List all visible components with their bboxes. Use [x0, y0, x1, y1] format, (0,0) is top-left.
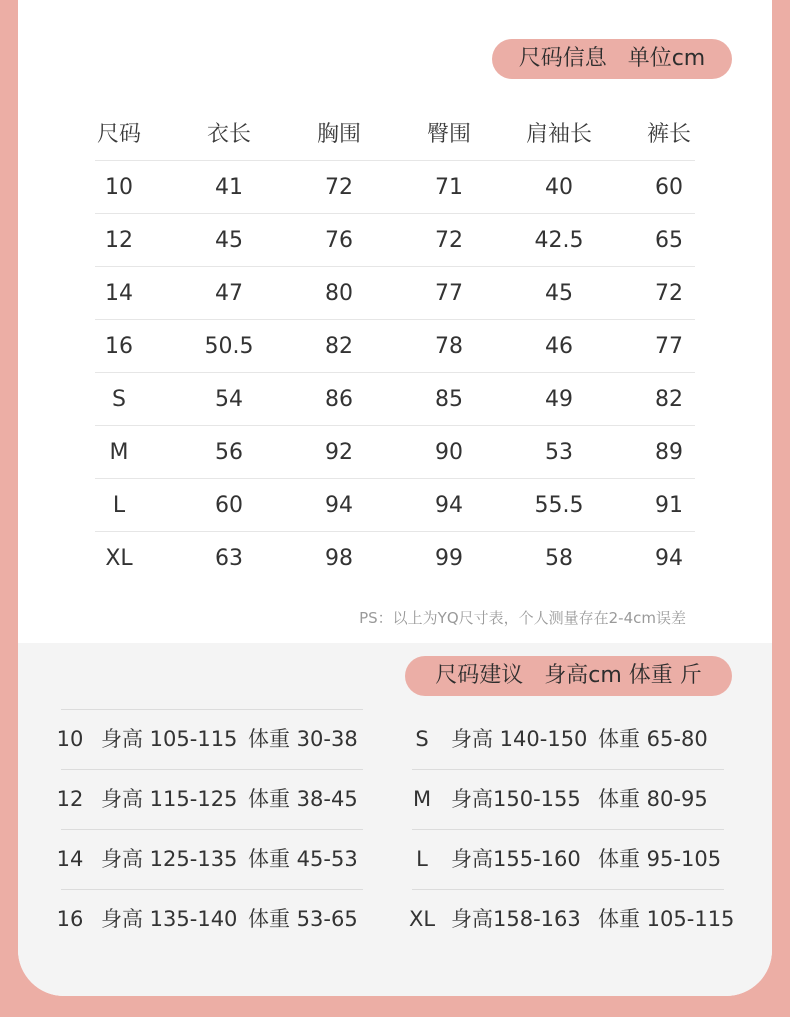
suggestion-list-adult: [408, 709, 735, 949]
size-table: [95, 108, 695, 585]
cell-shoulder-sleeve: 42.5: [534, 228, 584, 253]
suggestion-list-kids: [56, 709, 363, 949]
cell-hip: 77: [435, 281, 463, 306]
header-hip: 臀围: [426, 122, 471, 147]
suggestion-height: 身高 135-140: [101, 907, 238, 931]
cell-length: 54: [215, 387, 243, 412]
list-item: [56, 889, 363, 949]
table-header-row: [95, 108, 695, 161]
cell-length: 45: [215, 228, 243, 253]
cell-chest: 86: [325, 387, 353, 412]
cell-size: L: [112, 493, 126, 518]
list-item: [408, 889, 735, 949]
suggestion-size: XL: [408, 907, 436, 931]
cell-pants-length: 72: [655, 281, 683, 306]
list-item: [412, 829, 724, 889]
cell-length: 56: [215, 440, 243, 465]
table-row: [95, 479, 695, 532]
suggestion-height: 身高 125-135: [101, 847, 238, 871]
table-row: [95, 373, 695, 426]
cell-pants-length: 77: [655, 334, 683, 359]
cell-size: 16: [105, 334, 133, 359]
cell-hip: 71: [435, 175, 463, 200]
list-item: [56, 709, 363, 769]
cell-length: 50.5: [204, 334, 254, 359]
size-chart-card: [18, 0, 772, 996]
cell-size: 10: [105, 175, 133, 200]
suggestion-weight: 体重 105-115: [598, 907, 735, 931]
cell-hip: 94: [435, 493, 463, 518]
cell-chest: 98: [325, 546, 353, 571]
header-chest: 胸围: [316, 122, 361, 147]
cell-shoulder-sleeve: 45: [545, 281, 573, 306]
cell-hip: 90: [435, 440, 463, 465]
cell-chest: 72: [325, 175, 353, 200]
measurement-note: PS：以上为YQ尺寸表，个人测量存在2-4cm误差: [359, 609, 686, 627]
list-item: [56, 829, 363, 889]
cell-chest: 82: [325, 334, 353, 359]
suggestion-height: 身高158-163: [451, 907, 581, 931]
cell-size: M: [109, 440, 129, 465]
cell-chest: 80: [325, 281, 353, 306]
list-item: [56, 769, 363, 829]
suggestion-height: 身高155-160: [451, 847, 581, 871]
suggestion-size: 12: [56, 787, 84, 811]
size-suggestion-title: 尺码建议 身高cm 体重 斤: [405, 656, 732, 696]
cell-length: 63: [215, 546, 243, 571]
cell-chest: 76: [325, 228, 353, 253]
cell-shoulder-sleeve: 49: [545, 387, 573, 412]
header-length: 衣长: [206, 122, 251, 147]
cell-pants-length: 94: [655, 546, 683, 571]
cell-pants-length: 89: [655, 440, 683, 465]
list-item: [412, 769, 724, 829]
table-row: [95, 214, 695, 267]
cell-pants-length: 65: [655, 228, 683, 253]
cell-length: 41: [215, 175, 243, 200]
suggestion-weight: 体重 30-38: [248, 727, 358, 751]
suggestion-size: 10: [56, 727, 84, 751]
cell-chest: 92: [325, 440, 353, 465]
cell-shoulder-sleeve: 46: [545, 334, 573, 359]
suggestion-weight: 体重 65-80: [598, 727, 708, 751]
cell-length: 60: [215, 493, 243, 518]
suggestion-weight: 体重 38-45: [248, 787, 358, 811]
table-row: [95, 161, 695, 214]
cell-pants-length: 91: [655, 493, 683, 518]
table-row: [95, 532, 695, 585]
cell-shoulder-sleeve: 53: [545, 440, 573, 465]
cell-shoulder-sleeve: 55.5: [534, 493, 584, 518]
header-pants-length: 裤长: [646, 122, 691, 147]
suggestion-size: 14: [56, 847, 84, 871]
table-row: [95, 320, 695, 373]
cell-hip: 72: [435, 228, 463, 253]
cell-pants-length: 82: [655, 387, 683, 412]
cell-chest: 94: [325, 493, 353, 518]
header-shoulder-sleeve: 肩袖长: [525, 122, 592, 147]
suggestion-height: 身高150-155: [451, 787, 581, 811]
cell-size: 12: [105, 228, 133, 253]
cell-size: 14: [105, 281, 133, 306]
cell-size: S: [112, 387, 126, 412]
suggestion-size: 16: [56, 907, 84, 931]
cell-hip: 85: [435, 387, 463, 412]
cell-shoulder-sleeve: 40: [545, 175, 573, 200]
cell-pants-length: 60: [655, 175, 683, 200]
suggestion-size: L: [416, 847, 428, 871]
suggestion-weight: 体重 53-65: [248, 907, 358, 931]
cell-hip: 99: [435, 546, 463, 571]
suggestion-size: S: [415, 727, 429, 751]
cell-hip: 78: [435, 334, 463, 359]
cell-size: XL: [105, 546, 133, 571]
table-row: [95, 426, 695, 479]
size-info-title: 尺码信息 单位cm: [492, 39, 732, 79]
suggestion-weight: 体重 45-53: [248, 847, 358, 871]
list-item: [412, 709, 724, 769]
suggestion-height: 身高 140-150: [451, 727, 588, 751]
suggestion-weight: 体重 80-95: [598, 787, 708, 811]
cell-shoulder-sleeve: 58: [545, 546, 573, 571]
suggestion-size: M: [412, 787, 432, 811]
suggestion-height: 身高 115-125: [101, 787, 238, 811]
suggestion-height: 身高 105-115: [101, 727, 238, 751]
suggestion-weight: 体重 95-105: [598, 847, 722, 871]
header-size: 尺码: [96, 122, 141, 147]
cell-length: 47: [215, 281, 243, 306]
table-row: [95, 267, 695, 320]
